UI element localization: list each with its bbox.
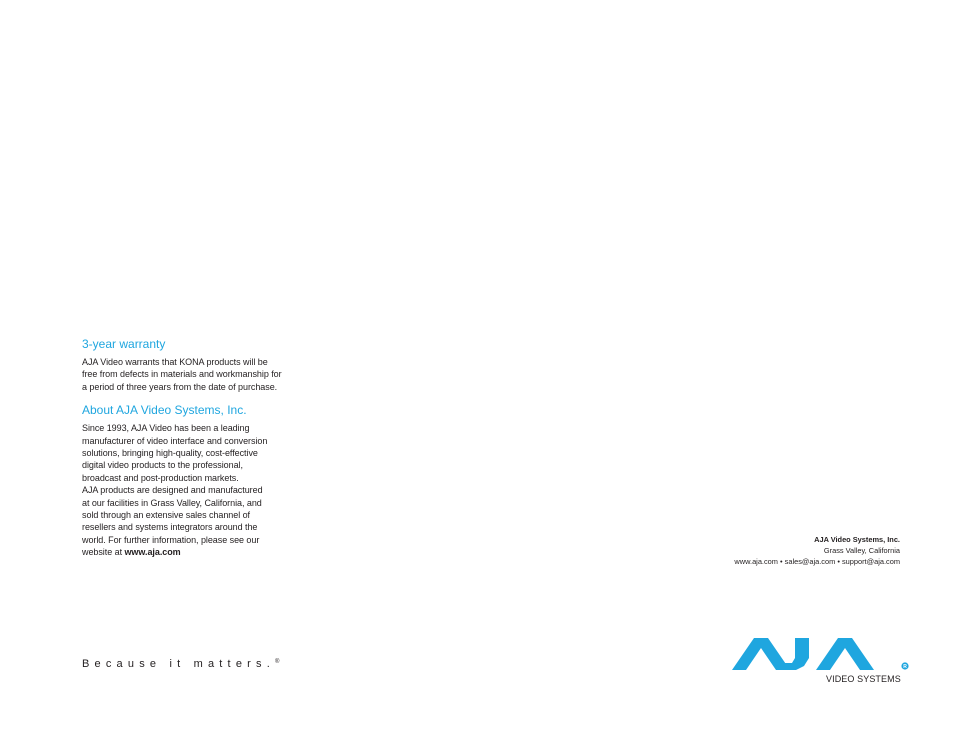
about-line: manufacturer of video interface and conversion <box>82 435 268 446</box>
website-link[interactable]: www.aja.com <box>124 547 181 558</box>
logo-letter-j <box>778 638 809 670</box>
about-line: AJA products are designed and manufactured <box>82 485 263 496</box>
tagline-registered-mark: ® <box>274 659 280 665</box>
warranty-paragraph <box>82 356 317 393</box>
about-line: at our facilities in Grass Valley, California, and <box>82 497 262 508</box>
company-location: Grass Valley, California <box>823 546 900 555</box>
warranty-heading: 3-year warranty <box>82 337 166 351</box>
about-line: solutions, bringing high-quality, cost-effective <box>82 448 258 459</box>
about-line: world. For further information, please see our <box>82 534 260 545</box>
logo-subtitle: VIDEO SYSTEMS <box>826 674 901 684</box>
warranty-line: AJA Video warrants that KONA products will be <box>82 357 268 367</box>
tagline <box>82 658 279 670</box>
about-line: resellers and systems integrators around the <box>82 522 258 533</box>
about-last-line <box>82 546 317 558</box>
warranty-line: a period of three years from the date of purchase. <box>82 381 278 392</box>
company-name: AJA Video Systems, Inc. <box>814 535 900 544</box>
about-line: sold through an extensive sales channel of <box>82 510 251 521</box>
about-line: broadcast and post-production markets. <box>82 472 239 483</box>
about-heading: About AJA Video Systems, Inc. <box>82 403 247 418</box>
about-website-prefix: website at <box>82 547 125 558</box>
contact-links: www.aja.com • sales@aja.com • support@aja.com <box>734 557 900 566</box>
warranty-line: free from defects in materials and workmanship for <box>82 369 282 380</box>
about-line: digital video products to the professional, <box>82 460 243 471</box>
logo-registered-mark: R <box>903 664 907 670</box>
left-column <box>82 336 317 559</box>
tagline-text: Because it matters. <box>82 658 275 670</box>
logo-letter-a-right <box>816 638 874 670</box>
about-line: Since 1993, AJA Video has been a leading <box>82 423 250 434</box>
about-paragraph <box>82 422 317 558</box>
contact-block <box>734 534 900 567</box>
